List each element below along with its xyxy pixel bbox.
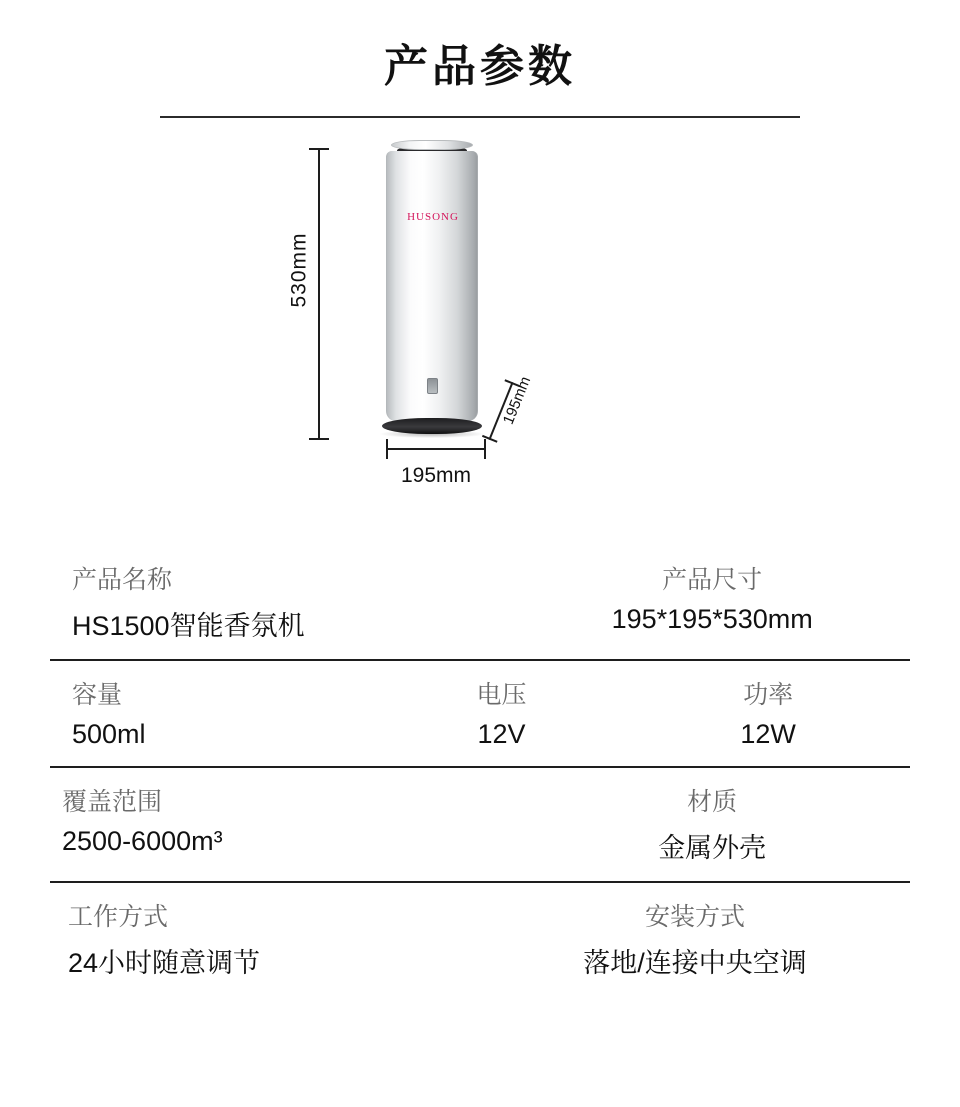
spec-value-installation: 落地/连接中央空调 (583, 948, 807, 978)
spec-label-installation: 安装方式 (644, 903, 745, 931)
spec-value-working-mode: 24小时随意调节 (68, 948, 261, 978)
product-illustration (386, 140, 478, 440)
spec-value-power: 12W (740, 719, 796, 749)
title-divider (160, 116, 800, 118)
depth-dimension-label: 195mm (499, 374, 535, 427)
spec-table (50, 540, 910, 996)
spec-label-capacity: 容量 (72, 681, 123, 709)
width-dimension-label: 195mm (400, 464, 472, 487)
device-sensor-icon (427, 378, 438, 394)
spec-label-row (50, 675, 910, 719)
product-diagram (0, 140, 960, 540)
spec-value-row (50, 941, 910, 980)
spec-value-row (50, 604, 910, 643)
width-dimension-line (386, 448, 486, 450)
spec-value-row (50, 719, 910, 750)
spec-block-capacity-voltage-power (50, 659, 910, 766)
spec-block-coverage-material (50, 766, 910, 881)
spec-value-capacity: 500ml (72, 719, 146, 749)
spec-block-name-size (50, 546, 910, 659)
height-dimension-label: 530mm (287, 232, 311, 308)
spec-block-operation-installation (50, 881, 910, 996)
brand-logo: HUSONG (407, 211, 459, 223)
device-shadow (380, 430, 484, 438)
spec-value-voltage: 12V (477, 719, 526, 749)
spec-value-product-name: HS1500智能香氛机 (72, 611, 305, 641)
spec-label-voltage: 电压 (476, 681, 527, 709)
spec-label-coverage: 覆盖范围 (62, 788, 163, 816)
spec-label-row (50, 897, 910, 941)
spec-label-working-mode: 工作方式 (68, 903, 169, 931)
spec-label-product-name: 产品名称 (72, 566, 173, 594)
page-title: 产品参数 (384, 41, 576, 92)
height-dimension-line (318, 148, 320, 440)
spec-value-material: 金属外壳 (658, 833, 767, 863)
spec-label-row (50, 560, 910, 604)
spec-label-power: 功率 (743, 681, 794, 709)
device-top-cap (391, 140, 473, 150)
spec-label-material: 材质 (687, 788, 738, 816)
spec-label-product-size: 产品尺寸 (662, 566, 763, 594)
spec-value-row (50, 826, 910, 865)
spec-value-product-size: 195*195*530mm (611, 604, 813, 634)
spec-label-row (50, 782, 910, 826)
spec-value-coverage: 2500-6000m³ (62, 826, 223, 856)
